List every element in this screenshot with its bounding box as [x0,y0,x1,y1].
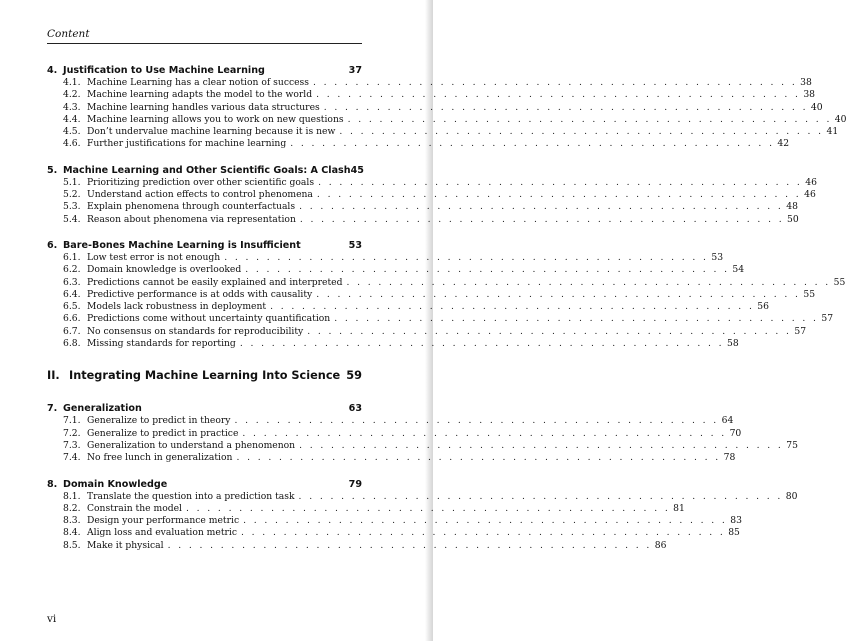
dot-leader [309,77,797,89]
section-page: 40 [834,113,846,125]
section-number: 6.2. [63,264,81,276]
section-entry[interactable] [47,176,817,189]
section-entry[interactable] [47,189,816,201]
section-page: 64 [721,415,734,427]
header-rule [47,43,362,44]
section-number: 4.1. [63,77,81,88]
section-number: 6.3. [63,276,81,288]
section-page: 57 [794,325,807,337]
section-page: 38 [800,77,812,88]
chapter-page: 63 [348,403,362,415]
section-page: 78 [723,452,736,464]
section-page: 48 [786,201,798,213]
section-number: 4.5. [63,126,81,138]
section-page: 56 [757,301,769,313]
section-number: 8.5. [63,539,81,551]
section-page: 86 [654,539,667,551]
section-title: Domain knowledge is overlooked [87,264,242,276]
section-page: 53 [711,251,724,263]
chapter-heading[interactable] [47,239,362,252]
dot-leader [237,527,725,539]
section-title: Missing standards for reporting [87,338,236,350]
section-page: 38 [803,89,816,101]
section-number: 7.4. [63,452,81,464]
section-page: 55 [803,288,816,300]
section-number: 8.4. [63,527,81,539]
chapter-entry [47,164,817,226]
section-number: 6.7. [63,325,81,337]
section-entry[interactable] [47,251,724,264]
section-title: Models lack robustness in deployment [87,301,267,313]
chapter-number: 7. [47,403,58,415]
chapter-heading[interactable] [47,478,362,491]
chapter-page: 79 [348,478,362,490]
section-title: Generalize to predict in practice [87,427,239,439]
section-entry[interactable] [47,515,742,527]
chapter-heading[interactable] [47,402,362,415]
section-title: Explain phenomena through counterfactuals [87,201,296,213]
dot-leader [182,503,670,515]
dot-leader [296,214,784,226]
section-number: 8.3. [63,515,81,527]
part-title: Integrating Machine Learning Into Science [69,369,341,383]
section-title: Predictions come without uncertainty quantification [87,313,331,325]
section-number: 5.4. [63,213,81,225]
section-number: 4.4. [63,113,81,125]
chapter-page: 45 [350,164,364,176]
section-number: 6.1. [63,251,81,263]
dot-leader [314,177,802,189]
section-entry[interactable] [47,527,740,539]
section-number: 4.3. [63,101,81,113]
section-page: 55 [833,276,846,288]
section-title: Low test error is not enough [87,251,221,263]
section-title: Align loss and evaluation metric [87,527,238,539]
chapter-number: 4. [47,65,58,76]
section-title: Machine Learning has a clear notion of success [87,77,309,88]
dot-leader [320,102,808,114]
chapter-number: 5. [47,164,58,176]
chapter-title: Machine Learning and Other Scientific Goals: A Clash [63,164,351,176]
section-page: 42 [777,138,790,150]
section-number: 6.5. [63,301,81,313]
chapter-page: 37 [348,65,362,76]
section-number: 4.2. [63,89,81,101]
dot-leader [313,189,801,201]
section-entry[interactable] [47,101,823,114]
section-page: 85 [728,527,740,539]
section-title: Constrain the model [87,502,182,514]
section-title: Don’t undervalue machine learning because it is new [87,126,336,138]
dot-leader [303,326,791,338]
section-title: Generalize to predict in theory [87,415,231,427]
chapter-number: 6. [47,239,58,251]
section-page: 57 [821,313,834,325]
chapter-entry [47,402,798,464]
section-entry[interactable] [47,325,807,338]
section-title: Generalization to understand a phenomenon [87,439,296,451]
section-entry[interactable] [47,138,790,150]
dot-leader [344,114,832,126]
section-page: 81 [673,502,685,514]
dot-leader [312,89,800,101]
section-entry[interactable] [47,113,846,126]
section-entry[interactable] [47,301,769,313]
section-entry[interactable] [47,126,839,138]
dot-leader [241,264,729,276]
section-number: 8.1. [63,490,81,502]
chapter-entry [47,478,798,552]
section-page: 46 [805,176,817,188]
section-page: 54 [732,264,745,276]
section-entry[interactable] [47,338,739,350]
dot-leader [295,440,783,452]
chapter-title: Justification to Use Machine Learning [63,65,265,76]
dot-leader [335,126,823,138]
chapter-entry [47,64,846,151]
section-page: 83 [730,515,742,527]
section-page: 46 [804,189,816,201]
section-title: Make it physical [87,539,164,551]
section-entry[interactable] [47,288,816,301]
section-number: 7.1. [63,415,81,427]
section-entry[interactable] [47,539,667,552]
section-entry[interactable] [47,213,799,226]
dot-leader [342,277,830,289]
section-page: 41 [826,126,839,138]
section-title: Further justifications for machine learning [87,138,287,150]
section-entry[interactable] [47,264,745,276]
section-entry[interactable] [47,89,816,101]
section-entry[interactable] [47,201,798,213]
part-number: II. [47,369,60,383]
section-title: Understand action effects to control phenomena [87,189,313,201]
section-title: Design your performance metric [87,515,240,527]
chapter-title: Bare-Bones Machine Learning is Insufficient [63,239,301,251]
part-page: 59 [346,369,362,383]
chapter-page: 53 [348,239,362,251]
chapter-entry [47,239,846,350]
section-entry[interactable] [47,313,834,325]
section-title: Prioritizing prediction over other scientific goals [87,176,315,188]
dot-leader [164,540,652,552]
section-title: Machine learning allows you to work on new questions [87,113,344,125]
section-number: 6.6. [63,313,81,325]
section-title: Predictive performance is at odds with causality [87,288,313,300]
section-entry[interactable] [47,452,736,464]
chapter-title: Generalization [63,403,142,415]
dot-leader [239,515,727,527]
section-number: 5.2. [63,189,81,201]
section-title: Predictions cannot be easily explained and interpreted [87,276,343,288]
table-of-contents [47,64,846,565]
section-entry[interactable] [47,490,798,503]
section-page: 50 [787,213,799,225]
dot-leader [236,338,724,350]
section-entry[interactable] [47,427,742,440]
page-folio: vi [47,613,57,625]
dot-leader [286,138,774,150]
section-number: 6.8. [63,338,81,350]
section-entry[interactable] [47,502,685,515]
section-title: No consensus on standards for reproducibility [87,325,304,337]
dot-leader [238,428,726,440]
section-number: 8.2. [63,502,81,514]
dot-leader [220,252,708,264]
section-page: 40 [810,101,823,113]
section-page: 80 [785,490,798,502]
section-title: Machine learning handles various data structures [87,101,320,113]
section-page: 70 [729,427,742,439]
section-entry[interactable] [47,77,812,89]
dot-leader [232,452,720,464]
dot-leader [330,313,818,325]
section-title: Translate the question into a prediction task [87,490,295,502]
dot-leader [266,301,754,313]
dot-leader [295,491,783,503]
section-page: 58 [726,338,739,350]
running-head: Content [47,28,90,40]
chapter-heading[interactable] [47,64,362,77]
section-page: 75 [786,439,798,451]
chapter-heading[interactable] [47,164,362,177]
dot-leader [295,201,783,213]
section-title: Reason about phenomena via representation [87,213,296,225]
chapter-number: 8. [47,478,58,490]
section-number: 4.6. [63,138,81,150]
section-entry[interactable] [47,439,798,452]
section-number: 6.4. [63,288,81,300]
section-number: 5.1. [63,176,81,188]
part-heading[interactable] [47,368,362,383]
section-number: 7.3. [63,439,81,451]
section-number: 7.2. [63,427,81,439]
dot-leader [312,289,800,301]
dot-leader [230,415,718,427]
section-entry[interactable] [47,276,846,289]
chapter-title: Domain Knowledge [63,478,168,490]
section-entry[interactable] [47,415,734,427]
section-number: 5.3. [63,201,81,213]
section-title: Machine learning adapts the model to the world [87,89,313,101]
section-title: No free lunch in generalization [87,452,233,464]
